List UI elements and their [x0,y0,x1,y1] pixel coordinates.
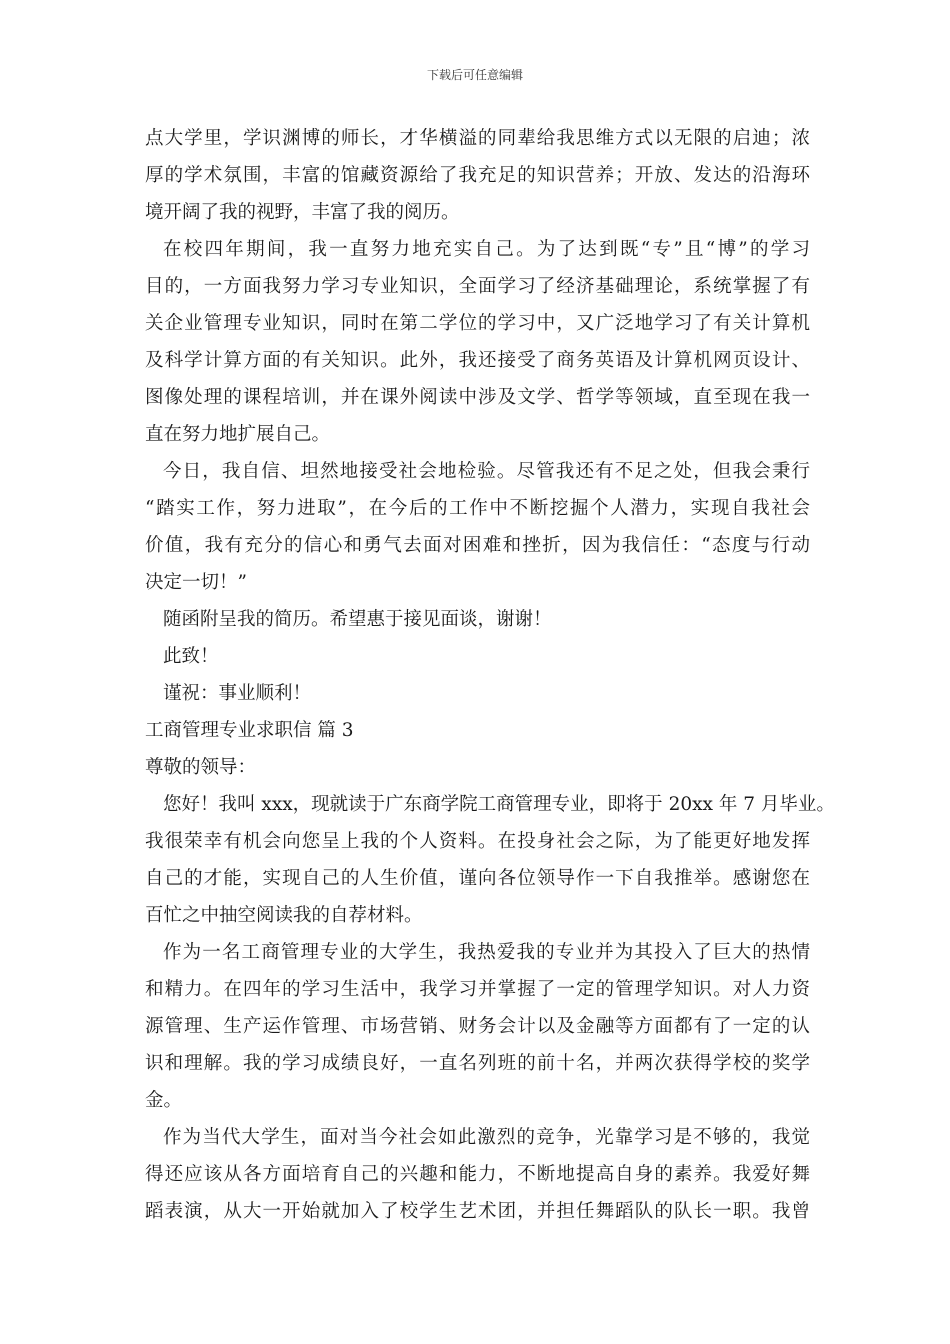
document-body [145,120,835,1230]
text-line: 决定一切！” [145,572,247,593]
text-line: 源管理、生产运作管理、市场营销、财务会计以及金融等方面都有了一定的认 [145,1016,810,1037]
text-line: 百忙之中抽空阅读我的自荐材料。 [145,905,423,926]
text-line: 作为当代大学生，面对当今社会如此激烈的竞争，光靠学习是不够的，我觉 [163,1127,810,1148]
text-line: 尊敬的领导： [145,757,257,778]
text-line: 关企业管理专业知识，同时在第二学位的学习中，又广泛地学习了有关计算机 [145,313,810,334]
text-line: 蹈表演，从大一开始就加入了校学生艺术团，并担任舞蹈队的队长一职。我曾 [145,1201,810,1222]
text-line: 今日，我自信、坦然地接受社会地检验。尽管我还有不足之处，但我会秉行 [163,461,810,482]
text-line: 境开阔了我的视野，丰富了我的阅历。 [145,202,460,223]
text-line: 识和理解。我的学习成绩良好，一直名列班的前十名，并两次获得学校的奖学 [145,1053,810,1074]
text-line: 得还应该从各方面培育自己的兴趣和能力，不断地提高自身的素养。我爱好舞 [145,1164,810,1185]
text-line: 价值，我有充分的信心和勇气去面对困难和挫折，因为我信任：“态度与行动 [145,535,810,556]
text-line: 您好！我叫 xxx，现就读于广东商学院工商管理专业，即将于 20xx 年 7 月毕业。 [163,794,835,815]
text-line: 随函附呈我的简历。希望惠于接见面谈，谢谢！ [163,609,552,630]
text-line: 厚的学术氛围，丰富的馆藏资源给了我充足的知识营养；开放、发达的沿海环 [145,165,810,186]
text-line: 工商管理专业求职信 篇 3 [145,720,354,741]
text-line: 直在努力地扩展自己。 [145,424,331,445]
text-line: 作为一名工商管理专业的大学生，我热爱我的专业并为其投入了巨大的热情 [163,942,810,963]
text-line: 我很荣幸有机会向您呈上我的个人资料。在投身社会之际，为了能更好地发挥 [145,831,810,852]
text-line: 目的，一方面我努力学习专业知识，全面学习了经济基础理论，系统掌握了有 [145,276,810,297]
page-header-note: 下载后可任意编辑 [426,68,523,82]
text-line: 谨祝：事业顺利！ [163,683,312,704]
text-line: 点大学里，学识渊博的师长，才华横溢的同辈给我思维方式以无限的启迪；浓 [145,128,810,149]
text-line: 自己的才能，实现自己的人生价值，谨向各位领导作一下自我推举。感谢您在 [145,868,810,889]
text-line: 及科学计算方面的有关知识。此外，我还接受了商务英语及计算机网页设计、 [145,350,810,371]
text-line: 和精力。在四年的学习生活中，我学习并掌握了一定的管理学知识。对人力资 [145,979,810,1000]
text-line: “踏实工作，努力进取”，在今后的工作中不断挖掘个人潜力，实现自我社会 [145,498,810,519]
text-line: 此致！ [163,646,219,667]
text-line: 在校四年期间，我一直努力地充实自己。为了达到既“专”且“博”的学习 [163,239,810,260]
text-line: 金。 [145,1090,183,1111]
text-line: 图像处理的课程培训，并在课外阅读中涉及文学、哲学等领域，直至现在我一 [145,387,810,408]
